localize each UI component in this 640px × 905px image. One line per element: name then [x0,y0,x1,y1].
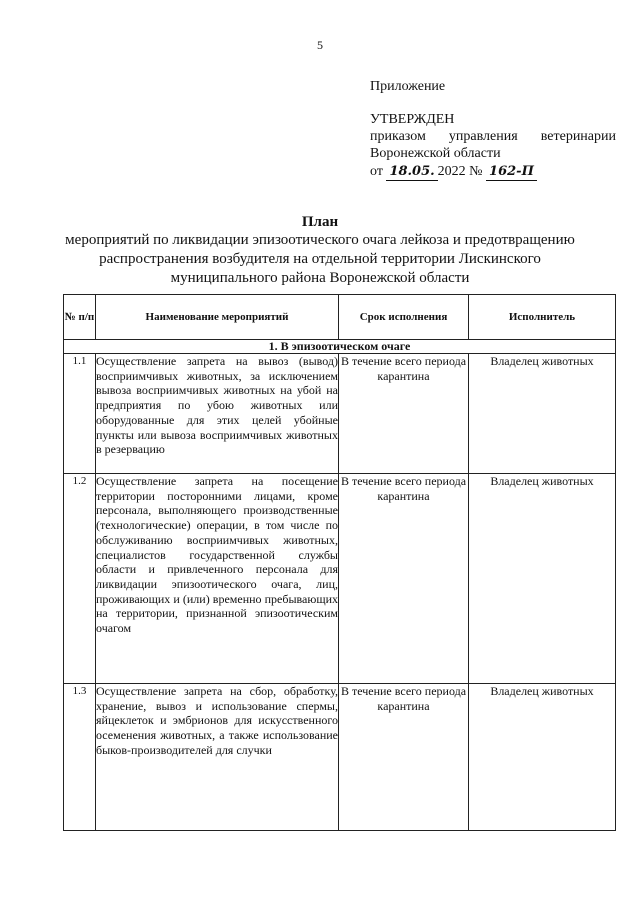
row-num: 1.3 [64,684,96,831]
row-executor: Владелец животных [469,354,616,474]
table-row [64,474,616,684]
plan-subtitle: мероприятий по ликвидации эпизоотического очага лейкоза и предотвращению распространения возбудителя на отдельной территории Лискинского муниципального района Воронежской области [65,232,575,286]
row-name: Осуществление запрета на сбор, обработку, хранение, вывоз и использование спермы, яйцеклеток и эмбрионов для искусственного осеменения животных, а также использование быков-производителей для случки [96,684,339,831]
approval-date-line [370,163,616,181]
table-header-row [64,295,616,340]
row-executor: Владелец животных [469,474,616,684]
page-number: 5 [317,38,323,52]
date-prefix: от [370,164,383,179]
order-year: 2022 № [437,164,483,179]
handwritten-date: 18.05. [386,163,437,181]
header-executor: Исполнитель [469,295,616,340]
row-term: В течение всего периода карантина [339,684,469,831]
row-num: 1.2 [64,474,96,684]
section-title: 1. В эпизоотическом очаге [64,340,616,354]
handwritten-order-number: 162-П [486,163,537,181]
plan-table [63,294,616,831]
table-row [64,684,616,831]
header-num: № п/п [64,295,96,340]
row-term: В течение всего периода карантина [339,474,469,684]
approval-order-text: приказом управления ветеринарии Воронежской области [370,129,616,161]
header-name: Наименование мероприятий [96,295,339,340]
row-num: 1.1 [64,354,96,474]
row-term: В течение всего периода карантина [339,354,469,474]
plan-title: План [301,214,339,230]
appendix-label: Приложение [370,79,446,94]
table-row [64,354,616,474]
row-executor: Владелец животных [469,684,616,831]
section-row [64,340,616,354]
row-name: Осуществление запрета на посещение территории посторонними лицами, кроме персонала, выполняющего производственные (технологические) операции, в том числе по обслуживанию восприимчивых животных, специалистов государственной службы области и привлеченного персонала для ликвидации эпизоотического очага, лиц, проживающих и (или) временно пребывающих на территории, признанной эпизоотическим очагом [96,474,339,684]
row-name: Осуществление запрета на вывоз (вывод) восприимчивых животных, за исключением вывоза восприимчивых животных на убой на предприятия по убою животных или оборудованные для этих целей убойные пункты или вывоза восприимчивых животных в резервацию [96,354,339,474]
approved-label: УТВЕРЖДЕН [370,112,455,127]
header-term: Срок исполнения [339,295,469,340]
